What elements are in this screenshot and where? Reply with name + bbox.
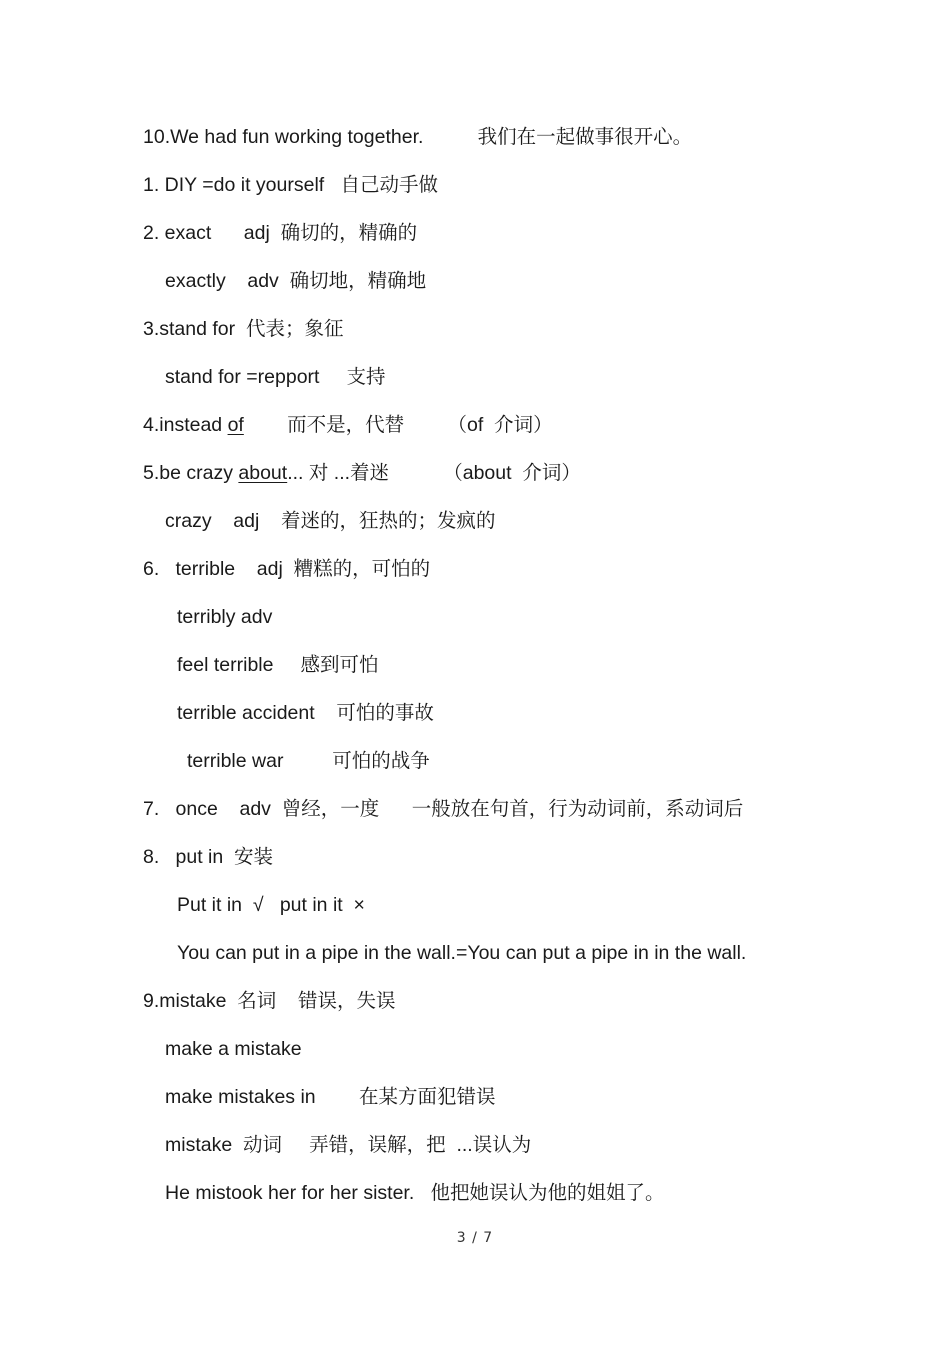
instead-rest: 而不是，代替 （of 介词）: [243, 414, 553, 436]
crazy-underlined: about: [238, 462, 288, 484]
text-line-mistake-noun: 9.mistake 名词 错误，失误: [143, 990, 396, 1012]
text-line-put-it-in: Put it in √ put in it ×: [177, 894, 365, 916]
instead-prefix: 4.instead: [143, 414, 228, 436]
instead-underlined: of: [227, 414, 244, 436]
text-line-put-in: 8. put in 安装: [143, 846, 274, 868]
text-line-terribly: terribly adv: [177, 606, 273, 628]
text-line-exactly: exactly adv 确切地，精确地: [165, 270, 427, 292]
page-number: 3 / 7: [456, 1230, 494, 1246]
text-line-pipe-example: You can put in a pipe in the wall.=You can put a pipe in in the wall.: [177, 942, 747, 964]
text-line-stand-for-support: stand for =repport 支持: [165, 366, 386, 388]
text-line-mistook-example: He mistook her for her sister. 他把她误认为他的姐姐了。: [165, 1182, 665, 1204]
text-line-exact: 2. exact adj 确切的，精确的: [143, 222, 418, 244]
text-line-crazy-adj: crazy adj 着迷的，狂热的；发疯的: [165, 510, 496, 532]
text-line-diy: 1. DIY =do it yourself 自己动手做: [143, 174, 438, 196]
crazy-prefix: 5.be crazy: [143, 462, 239, 484]
text-line-once: 7. once adv 曾经，一度 一般放在句首，行为动词前，系动词后: [143, 798, 744, 820]
text-line-instead-of: [143, 413, 553, 437]
text-line-make-a-mistake: make a mistake: [165, 1038, 302, 1060]
text-line-terrible-accident: terrible accident 可怕的事故: [177, 702, 434, 724]
text-line-crazy-about: [143, 461, 581, 485]
text-line-terrible-war: terrible war 可怕的战争: [187, 750, 430, 772]
text-line-terrible: 6. terrible adj 糟糕的，可怕的: [143, 558, 431, 580]
text-line-make-mistakes-in: make mistakes in 在某方面犯错误: [165, 1086, 496, 1108]
crazy-rest: ... 对 ...着迷 （about 介词）: [287, 462, 581, 484]
text-line-stand-for: 3.stand for 代表；象征: [143, 318, 344, 340]
text-line-mistake-verb: mistake 动词 弄错，误解，把 ...误认为: [165, 1134, 532, 1156]
text-line-feel-terrible: feel terrible 感到可怕: [177, 654, 379, 676]
text-line-10: 10.We had fun working together. 我们在一起做事很开心。: [143, 126, 693, 148]
